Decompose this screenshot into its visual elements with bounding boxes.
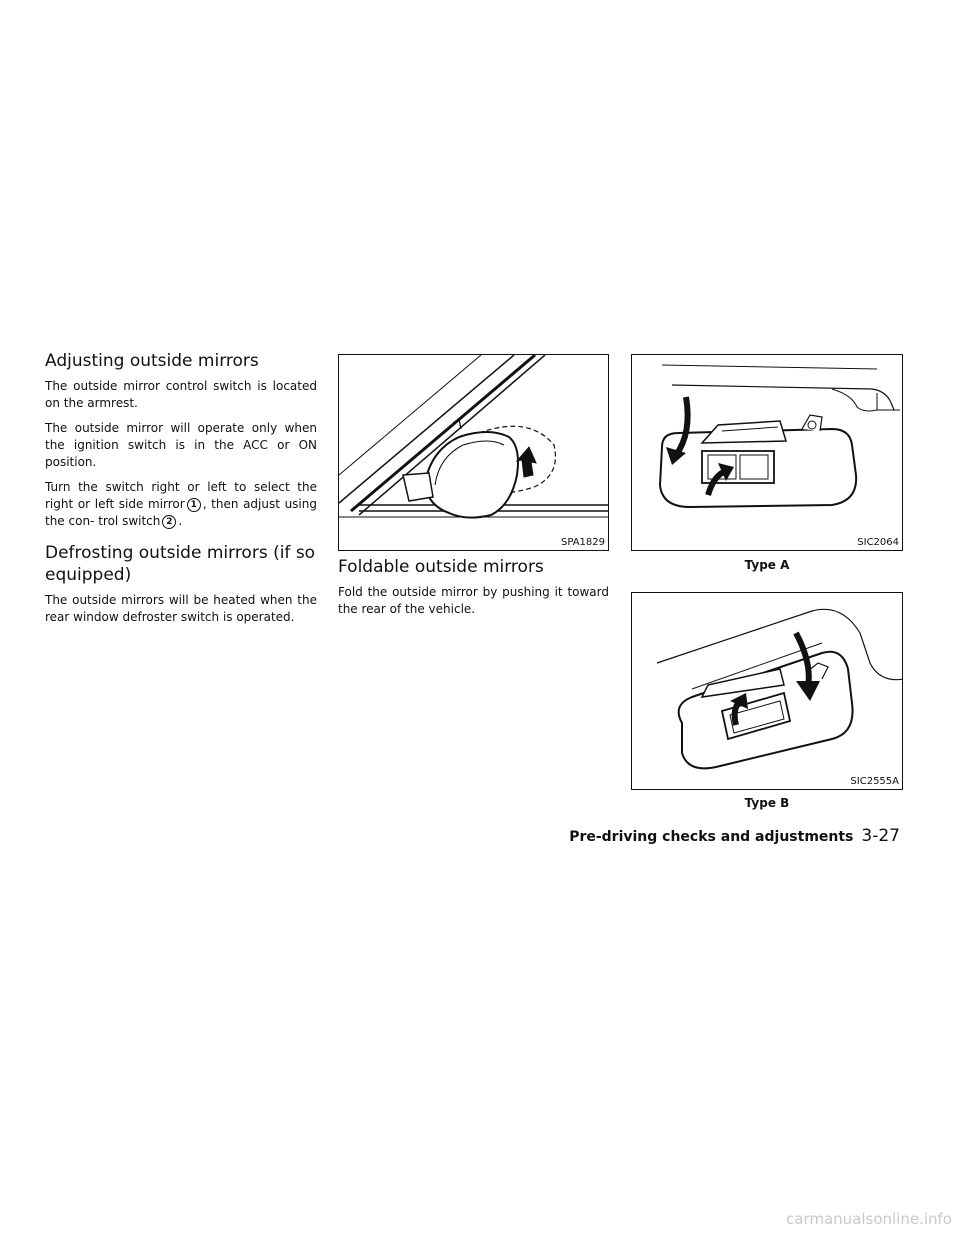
left-column [45, 350, 317, 626]
footer-section-title: Pre-driving checks and adjustments [569, 829, 854, 845]
para-select-mirror-text-b: , then adjust using the con- trol switch [45, 497, 317, 528]
para-defroster: The outside mirrors will be heated when the rear window defroster switch is operated. [45, 593, 317, 624]
caption-type-a: Type A [744, 558, 790, 572]
page-footer [560, 826, 900, 846]
figure-outside-mirror [338, 354, 609, 551]
heading-foldable-outside-mirrors: Foldable outside mirrors [338, 557, 544, 577]
watermark: carmanualsonline.info [786, 1210, 952, 1228]
marker-1: 1 [187, 498, 201, 512]
marker-2: 2 [162, 515, 176, 529]
figure-code-sic2555a: SIC2555A [850, 776, 899, 787]
figure-code-sic2064: SIC2064 [857, 537, 899, 548]
footer-page-number: 3-27 [861, 826, 900, 846]
figure-sun-visor-type-b [631, 592, 903, 790]
heading-defrosting-outside-mirrors: Defrosting outside mirrors (if so equipped) [45, 543, 316, 585]
middle-column [338, 556, 609, 618]
sun-visor-type-a-illustration [632, 355, 903, 551]
para-mirror-operation: The outside mirror will operate only when the ignition switch is in the ACC or ON position. [45, 421, 317, 469]
figure-code-spa1829: SPA1829 [560, 537, 605, 548]
caption-type-b: Type B [744, 796, 790, 810]
sun-visor-type-b-illustration [632, 593, 903, 790]
para-fold-mirror: Fold the outside mirror by pushing it toward the rear of the vehicle. [338, 585, 609, 616]
outside-mirror-illustration [339, 355, 609, 551]
heading-adjusting-outside-mirrors: Adjusting outside mirrors [45, 351, 259, 371]
para-select-mirror-text-c: . [178, 514, 183, 528]
figure-sun-visor-type-a [631, 354, 903, 551]
para-select-mirror [45, 479, 317, 530]
para-control-switch-location: The outside mirror control switch is located on the armrest. [45, 379, 317, 410]
para-select-mirror-text-a: Turn the switch right or left to select the right or left side mirror [45, 480, 317, 511]
